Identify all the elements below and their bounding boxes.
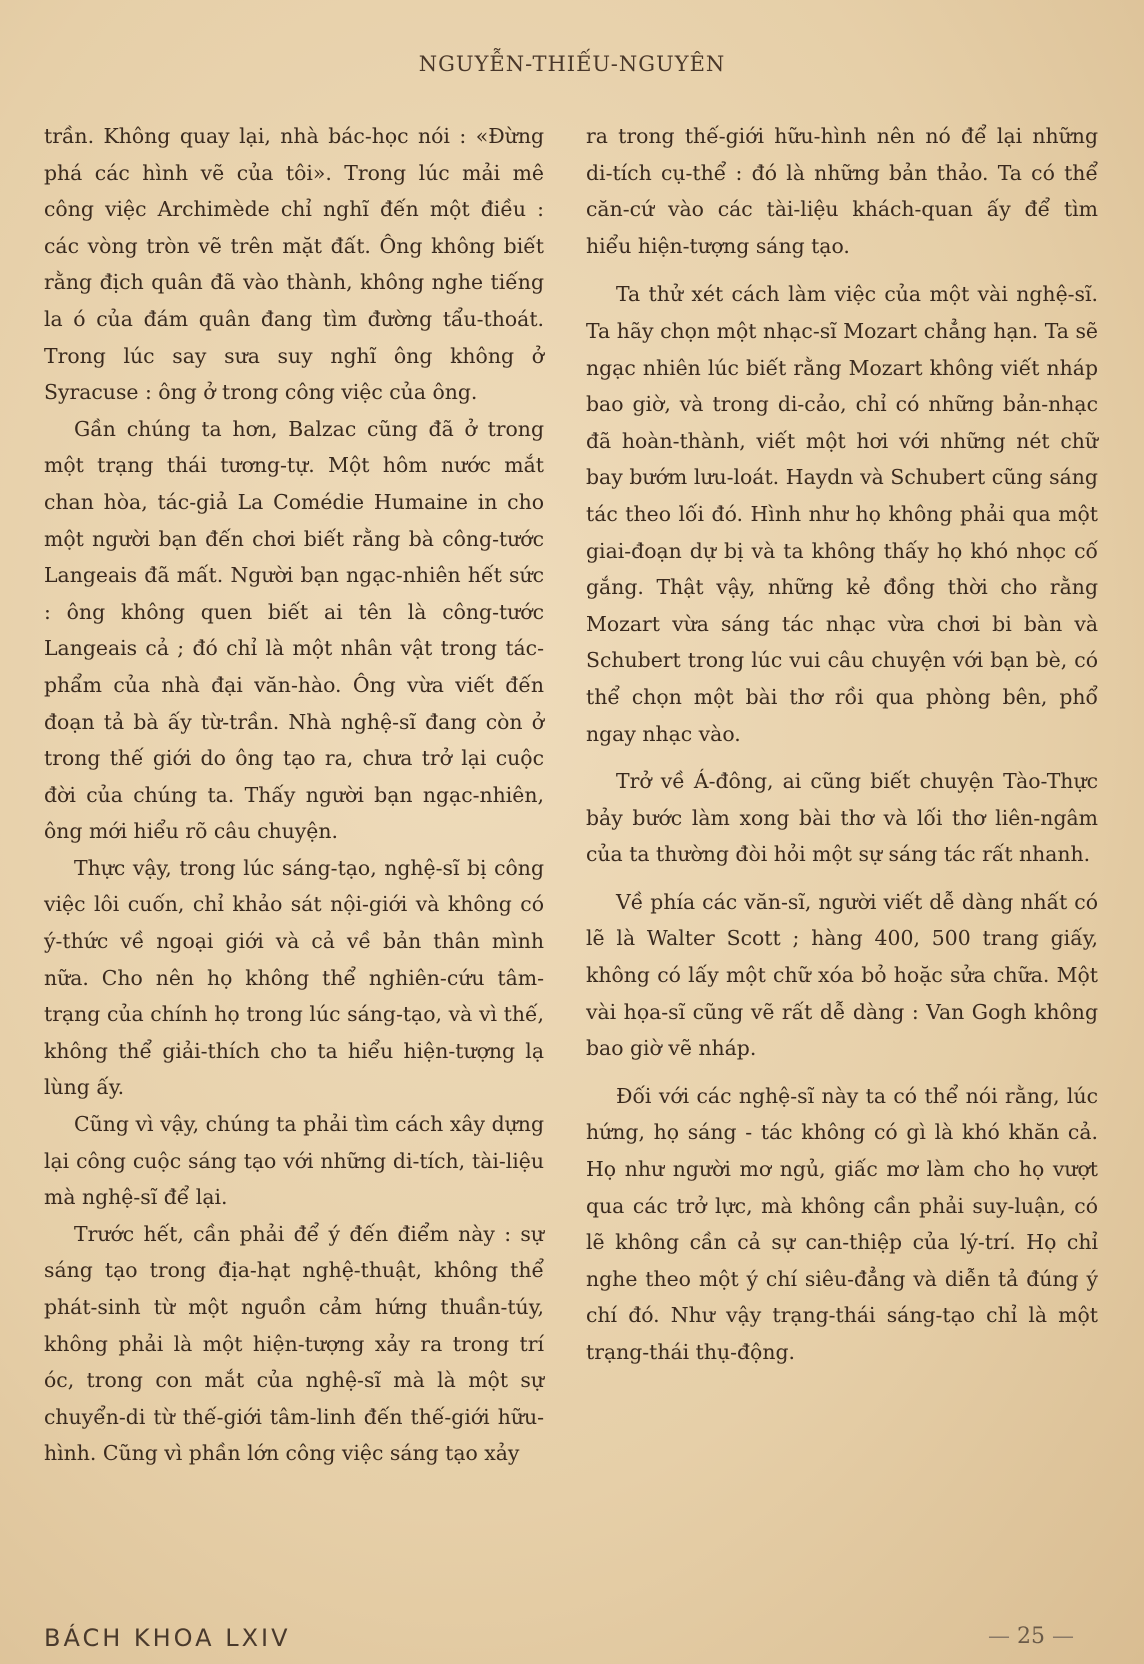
left-column — [44, 118, 544, 1472]
paragraph: Ta thử xét cách làm việc của một vài nghệ-sĩ. Ta hãy chọn một nhạc-sĩ Mozart chẳng hạn. Ta sẽ ngạc nhiên lúc biết rằng Mozart không viết nháp bao giờ, và trong di-cảo, chỉ có những bản-nhạc đã hoàn-thành, viết một hơi với những nét chữ bay bướm lưu-loát. Haydn và Schubert cũng sáng tác theo lối đó. Hình như họ không phải qua một giai-đoạn dự bị và ta không thấy họ khó nhọc cố gắng. Thật vậy, những kẻ đồng thời cho rằng Mozart vừa sáng tác nhạc vừa chơi bi bàn và Schubert trong lúc vui câu chuyện với bạn bè, có thể chọn một bài thơ rồi qua phòng bên, phổ ngay nhạc vào. — [586, 282, 1098, 746]
paragraph: Trở về Á-đông, ai cũng biết chuyện Tào-Thực bảy bước làm xong bài thơ và lối thơ liên-ngâm của ta thường đòi hỏi một sự sáng tác rất nhanh. — [586, 769, 1098, 867]
magazine-name: BÁCH KHOA LXIV — [44, 1624, 291, 1652]
page-number: 25 — [1017, 1624, 1045, 1649]
paragraph: Thực vậy, trong lúc sáng-tạo, nghệ-sĩ bị công việc lôi cuốn, chỉ khảo sát nội-giới và không có ý-thức về ngoại giới và cả về bản thân mình nữa. Cho nên họ không thể nghiên-cứu tâm-trạng của chính họ trong lúc sáng-tạo, và vì thế, không thể giải-thích cho ta hiểu hiện-tượng lạ lùng ấy. — [44, 855, 544, 1100]
paragraph: Về phía các văn-sĩ, người viết dễ dàng nhất có lẽ là Walter Scott ; hàng 400, 500 trang giấy, không có lấy một chữ xóa bỏ hoặc sửa chữa. Một vài họa-sĩ cũng vẽ rất dễ dàng : Van Gogh không bao giờ vẽ nháp. — [586, 889, 1098, 1061]
paragraph: Trước hết, cần phải để ý đến điểm này : sự sáng tạo trong địa-hạt nghệ-thuật, không thể phát-sinh từ một nguồn cảm hứng thuần-túy, không phải là một hiện-tượng xảy ra trong trí óc, trong con mắt của nghệ-sĩ mà là một sự chuyển-di từ thế-giới tâm-linh đến thế-giới hữu-hình. Cũng vì phần lớn công việc sáng tạo xảy — [44, 1221, 544, 1466]
paragraph: trần. Không quay lại, nhà bác-học nói : «Đừng phá các hình vẽ của tôi». Trong lúc mải mê công việc Archimède chỉ nghĩ đến một điều : các vòng tròn vẽ trên mặt đất. Ông không biết rằng địch quân đã vào thành, không nghe tiếng la ó của đám quân đang tìm đường tẩu-thoát. Trong lúc say sưa suy nghĩ ông không ở Syracuse : ông ở trong công việc của ông. — [44, 124, 544, 405]
dash-ornament: — — [1045, 1624, 1074, 1649]
running-title: NGUYỄN-THIẾU-NGUYÊN — [418, 52, 726, 76]
right-column — [586, 118, 1098, 1382]
page-number-area — [988, 1624, 1074, 1649]
paragraph: Cũng vì vậy, chúng ta phải tìm cách xây dựng lại công cuộc sáng tạo với những di-tích, tài-liệu mà nghệ-sĩ để lại. — [44, 1112, 544, 1210]
paragraph: ra trong thế-giới hữu-hình nên nó để lại những di-tích cụ-thể : đó là những bản thảo. Ta có thể căn-cứ vào các tài-liệu khách-quan ấy để tìm hiểu hiện-tượng sáng tạo. — [586, 124, 1098, 258]
paragraph: Gần chúng ta hơn, Balzac cũng đã ở trong một trạng thái tương-tự. Một hôm nước mắt chan hòa, tác-giả La Comédie Humaine in cho một người bạn đến chơi biết rằng bà công-tước Langeais đã mất. Người bạn ngạc-nhiên hết sức : ông không quen biết ai tên là công-tước Langeais cả ; đó chỉ là một nhân vật trong tác-phẩm của nhà đại văn-hào. Ông vừa viết đến đoạn tả bà ấy từ-trần. Nhà nghệ-sĩ đang còn ở trong thế giới do ông tạo ra, chưa trở lại cuộc đời của chúng ta. Thấy người bạn ngạc-nhiên, ông mới hiểu rõ câu chuyện. — [44, 416, 544, 844]
paragraph: Đối với các nghệ-sĩ này ta có thể nói rằng, lúc hứng, họ sáng - tác không có gì là khó khăn cả. Họ như người mơ ngủ, giấc mơ làm cho họ vượt qua các trở lực, mà không cần phải suy-luận, có lẽ không cần cả sự can-thiệp của lý-trí. Họ chỉ nghe theo một ý chí siêu-đẳng và diễn tả đúng ý chí đó. Như vậy trạng-thái sáng-tạo chỉ là một trạng-thái thụ-động. — [586, 1083, 1098, 1364]
dash-ornament: — — [988, 1624, 1017, 1649]
